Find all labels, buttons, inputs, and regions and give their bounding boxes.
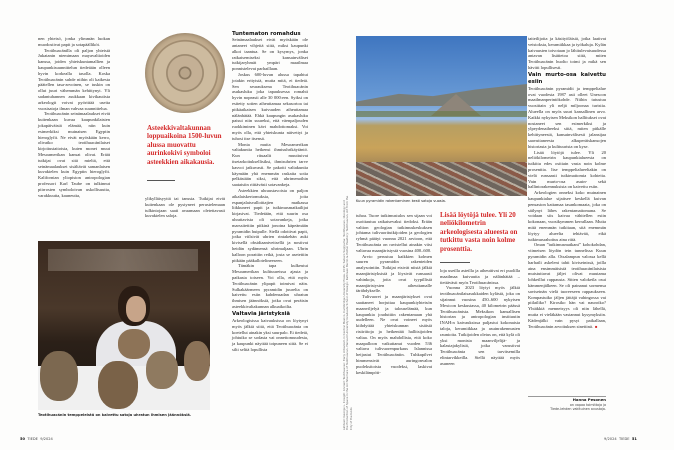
- paragraph: [356, 213, 432, 254]
- paragraph-text: tuhoa. Tuore tutkimustulos sen sijaan voi osoittautua ratkaisevaksi tiedoksi. Erään valtion geologian tutkimuskeskuksen johtama tulivuoritutkijoiden ja geologien ryhmä päätyi vuonna 2021 arvioon, että Teotihuacánia on ravistellut ainakin viisi valtavaa maanjäristystä vuosina 400–600.: [356, 213, 432, 253]
- paragraph-text: Teotihuacánilla oli paljon yhteistä Jukatanin niemimaan mayavaltioiden kanssa, joiden yhteiskuntamallien ja kaupunkisuunnittelun tiedetään olleen hyvin korkealla tasolla. Koska Teotihuacánin suhde niihin oli kaikesta päätellen tasa-arvoinen, se tuskin on ollut juuri vähemmän kehittynyt. Yli sadantuhannen asukkaan kivikautista arkeologit voivat pyörittää useita vuosisatoja ilman vahvaa suunnittelua.: [38, 47, 110, 111]
- paragraph: [38, 48, 110, 112]
- magazine-name: TIEDE: [618, 437, 630, 441]
- paragraph: [38, 36, 110, 48]
- page-folio-right: [604, 437, 637, 441]
- left-column-2: [145, 196, 225, 219]
- section-body-3a: [528, 36, 606, 71]
- section-body-2: [232, 318, 308, 353]
- paragraph: [145, 196, 225, 219]
- paragraph-text: Seinämaalaukset eivät myöskään ole antaneet vihjeitä siitä, miksi kaupunki alkoi taantua. Se on kysymys, jonka ratkaisemiseksi kansainväliset tutkijaryhmät ympäri maailmaa ponnistelevat parhaillaan.: [232, 37, 308, 72]
- paragraph-text: Lisää löytöjä tulee. Yli 20 neliökilometrin kaupunkialueesta on tutkittu edes osittain vasta noin kolme prosenttia. Itse temppelialueeltakin on vielä runsaasti tutkimattomia kohteita. Vain murto-osa asuin- sekä hallintorakennuksista on kaivettu esiin.: [528, 149, 606, 190]
- paragraph: [232, 188, 308, 263]
- paragraph-text: loja useilla asteilla ja aiheuttivat eri puolilla maailmaa kuivuutta ja nälänhätää – tiettävästi myös Teotihuacánissa.: [440, 268, 520, 285]
- paragraph: [232, 263, 308, 309]
- paragraph-text: taiteilijoita ja käsityöläisiä, jotka laativat veistoksia, keramiikkaa ja työkaluja. Kylän kaivausten toivotaan jo lähitulevaisuudessa antavan lisätietoa siitä, miten Teotihuacánin huolto toimi ja mikä sen hävitti lopullisesti.: [528, 36, 606, 70]
- paragraph: [356, 254, 432, 295]
- pull-quote: Asteekkivaltakunnan loppuaikoina 1500-luvun alussa muovattu aurinkokivi symboloi asteekkien aikakausia.: [147, 124, 222, 166]
- author-bio-1: on vapaa toimittaja ja: [569, 402, 606, 407]
- paragraph-text: ylikylläisyyttä tai tanssia. Tutkijat eivät kuitenkaan ole pystyneet perustelemaan tulkintojaan saati avaamaan oletettavasti kuvakielen saloja.: [145, 196, 225, 219]
- paragraph: [528, 190, 606, 242]
- paragraph-text: Asteekkien uhraustavoista on paljon aikalaiskertomuksia, joita espanjalaisvalloittajien matkassa liikkuneet papit ja tutkimusmatkailijat kirjasivat. Tiedetään, että suurin osa uhrattavista oli sotavankeja, jotka marssitettiin pitkinä jonoina käpeämään pyramidin huipulle. Siellä odottivat papit, jotka viilsivät uhrien rintakehän auki kivisellä obsidiaaniveitsellä ja nostivat heidän sydämensä uhrimaljaan. Uhrin kalloon porattiin reikä, josta se asetettiin pitkään pääkallotelineeseen.: [232, 188, 308, 263]
- paragraph-text: Tämäkin tapa kulkeutui Mesoamerikan kulttuureissa ajasta ja paikasta toiseen. Voi olla, että myös Teotihuacánin ylipapit toimivat näin. Sulkakäärmeen pyramidin juurelta on kaivettu esiin kahdensadan uhratun ihmisen jäännöksiä, jotka ovat peräisin asteekkivaltakunnan alkuaikoilta.: [232, 263, 308, 309]
- paragraph-text: Teotihuacánin seinämaalaukset eivät kuitenkaan kuvaa kaupunkilaisten jokapäiväistä elämää, niin kuin esimerkiksi muinaisen Egyptin hieroglyfit. Ne eivät myöskään kerro, olivatko teotihuacánilaiset kirjoitustaitoisia, kuten monet muut Mesoamerikan kansat olivat. Eräät tutkijat ovat sitä mieltä, että seinämaalaukset sisältävät samanlaisen kuvakielen kuin Egyptin hieroglyfit. Kalifornian yliopiston antropologian professori Karl Taube on tulkinnut piirrosten symboloivan uskollisuutta, varakkuutta, kauneutta,: [38, 111, 110, 198]
- section-heading-2: Valtavia järistyksiä: [232, 311, 291, 318]
- paragraph: [528, 36, 606, 71]
- paragraph: [232, 72, 308, 142]
- pyramid-of-moon-photo: [356, 36, 527, 196]
- paragraph-text: Joskus 600-luvun alussa tapahtui jotakin erityistä, mutta mitä, ei tiedetä. Sen seurauksena Teotihuacánin asukasluku joka tapauksessa romahti hyvin nopeasti alle 30 000:een. Syiksi on esitetty sotien aiheuttamaa sekasortoa tai pitkäaikaisen kuivuuden aiheuttamaa nälänhätää. Ehkä kaupungin asukasluku paisui niin suureksi, että väenpaljouden ruokkiminen kävi mahdottomaksi. Voi myös olla, että yhteiskunta näivettyi ja tuhosi itse itsensä.: [232, 72, 308, 141]
- photo-caption-right: Kuun pyramidin rakentaminen kesti satoja vuosia.: [356, 199, 447, 203]
- photo-caption: Teotihuacánin temppeleistä on kaivettu satoja uhratun ihmisen jäännöksiä.: [38, 413, 192, 417]
- issue-number: 9/2024: [604, 437, 617, 441]
- paragraph-text: Vuonna 2023 löytyi myös jälkiä teotihuacánilaisasukkaiden kylästä, joka on sijainnut vuosina 450–600 nykyisen Mexicon keskustassa, 40 kilometrin päässä Teotihuacánista. Meksikon kansallisen historian ja antropologian instituutin INAH:n kaivauksissa paljastui kokonaisia taloja, keramiikkaa ja asuinrakennusten raunioita. Tutkijoiden oletus on, että kylä oli yksi monista maanviljelijä- ja kalastajakylistä, jotka varustivat Teotihuacánia sen tarvitsemilla elintarvikkeilla. Siellä näyttää myös asuneen: [440, 285, 520, 366]
- right-column-1: [356, 213, 432, 375]
- paragraph: [356, 294, 432, 375]
- page-number: 51: [631, 437, 637, 441]
- paragraph: [528, 86, 606, 150]
- sun-stone-image: [145, 33, 225, 113]
- paragraph-text: Tulivuoret ja maanjäristykset ovat saattaneet horjuttaa kaupunkiyhteisön maanviljelyä ja talouselämää, kun kaupunkia jouduttiin rakentamaan yhä uudelleen. Ne ovat voineet myös kiihdyttää yhteiskunnan sisäisiä ristiriitoja ja heikentää hallitsijoiden valtaa. On myös mahdollista, että koko maapalloon vaikuttanut vuoden 536 valtava tulivuorenpurkaus Islannissa heijastui Teotihuacániin. Tuhkapilvet himmensivät auringonvalon puoleksitoista vuodeksi, laskivat keskilämpöti-: [356, 294, 432, 375]
- paragraph: [232, 142, 308, 188]
- paragraph: [232, 37, 308, 72]
- paragraph-text: nen yhteisö, jonka ylimmän luokan muodostivat papit ja sotapäälliköt.: [38, 36, 110, 47]
- page-folio: [20, 437, 53, 441]
- paragraph-text: Monia muita Mesoamerikan valtakuntia heikensi ihmisuhrikäytäntö. Kun rituaalit muuttuivat itsetarkoituksellisiksi, ihmisuhrien tarve kasvoi jatkuvasti. Se pakotti valtakuntia käymään yhä enemmän raskaita sotia pelkästään siksi, että uhrimenoihin saataisiin riittävästi sotavankeja.: [232, 141, 308, 188]
- magazine-name: TIEDE: [27, 437, 38, 441]
- left-column-1: [38, 36, 110, 198]
- section-heading-right: Vain murto-osa kaivettu esiin: [528, 72, 606, 86]
- author-bio-2: Tiede-lehden vakituinen avustaja.: [550, 407, 606, 412]
- paragraph: [440, 268, 520, 285]
- photo-credit: Lähteet: George L. Cowgill: Ancient Teotihuacan: Early Urbanism in Central Mexico, Cambridge University Press, 2015; Saburo Sugiyama: Teotihuacan, Ideology and the Production of Space in the Architecture of Teotihuacan, Harvard University Graduate School of Design; Kathleen Berrin & Esther Pasztory: Teotihuacan, Art from the City of the Gods: [342, 195, 353, 430]
- paragraph-text: Arkeologien onneksi koko muinainen kaupunkialue sijaitsee keskellä kuivan pensaston kattamaa tasankomaata, joka on säilynyt lähes rakentamattomana. Se voidaan siis kaivaa vähitellen esiin kokonaan, vuosikymmen kerrallaan. Mutta mitä enemmän tutkitaan, sitä enemmän löytyy alueelta tehtävää, eikä tutkimusrahoitus aina riitä.: [528, 190, 606, 242]
- pull-quote-right: Lisää löytöjä tulee. Yli 20 neliökilometrin arkeologisesta alueesta on tutkittu vasta noin kolme prosenttia.: [440, 211, 518, 253]
- right-column-2: [440, 268, 520, 367]
- section-body-3b: [528, 86, 606, 329]
- author-box: [528, 398, 606, 412]
- paragraph-text: Oman ”tutkimusmatkani” kohokohdan, viimeisen löydön tein tunnelissa Kuun pyramidin alla. Otsalampun valossa kellä harhaili askeleni tahti kiviseinissä, joilla aina ensimmäisistä teotihuacánilaisista muistuttavat jäljet olivat muutama lohkeillut rappausta. Sitten valokeila osui kämmenjälkeen. Se oli painanut sormensa saviseinän vielä tuoreeseen rappaukseen. Kompastuiko jäljen jättäjä vahingossa vai piilailiko? Kirosiko hän vai nauroiko? Yhtäkkiä menneisyys oli niin lähellä, mutta ei vieläkään vastannut kysymyksiin. Kädenjälki vain pysyi paikallaan, Teotihuacánin arvoituksen sinettinä.: [528, 242, 606, 329]
- paragraph: [528, 150, 606, 191]
- paragraph-text: Arvio perustuu kaikkien kolmen suuren pyramidin rakenteiden analysointiin. Tutkijat etsivät niistä jälkiä maanjäristyksistä ja löysivät runsaasti vahinkoja, joita ovat tyypillisiä maanjäristysten aiheuttamalle tärähdykselle.: [356, 253, 432, 294]
- issue-number: 9/2024: [40, 437, 53, 441]
- right-column-3: [528, 36, 606, 329]
- paragraph: [232, 318, 308, 353]
- quote-divider-right: [440, 262, 470, 263]
- left-column-3: [232, 29, 308, 353]
- page-number: 50: [20, 437, 26, 441]
- quote-divider: [147, 180, 175, 181]
- author-name: Hanna Pesonen: [572, 397, 606, 402]
- paragraph: [528, 242, 606, 329]
- skulls-lab-photo: [38, 241, 210, 410]
- end-mark: ■: [595, 323, 598, 329]
- section-body: [232, 37, 308, 309]
- paragraph-text: Teotihuacánin pyramidit ja temppelialue ovat vuodesta 1987 asti olleet Unescon maailmanperintökohde. Niihin tutustuu vuosittain yli neljä miljoonaa turistia. Alueella on myös suuri kansallinen arvo. Kaikki nykyisen Meksikon hallitukset ovat nostaneet sen esimerkiksi ja ylpeydenaiheeksi siitä, miten pitkälle kehittyneestä, kansainvälisesti jalansijaa saavuttaneesta alkuperäiskansojen historiasta ja kulttuurista on kyse.: [528, 85, 606, 149]
- section-heading: Tuntematon romahdus: [232, 30, 301, 37]
- paragraph-text: Arkeologisissa kaivauksissa on löytynyt myös jälkiä siitä, että Teotihuacánia on koetellut ainakin yksi suurpalo. Ei tiedetä, johtuiko se sodasta vai onnettomuudesta, ja kaupunki näyttää toipuneen siitä. Se ei silti selitä lopullista: [232, 318, 308, 353]
- paragraph: [440, 285, 520, 366]
- paragraph: [38, 111, 110, 198]
